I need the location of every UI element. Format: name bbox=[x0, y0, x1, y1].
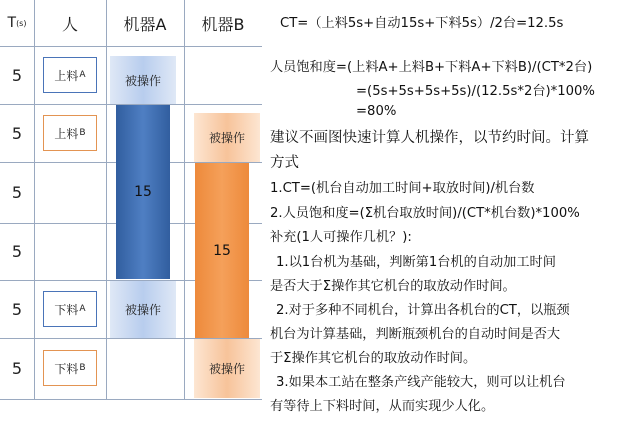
row-time: 5 bbox=[11, 299, 23, 319]
grid-line bbox=[184, 0, 185, 400]
point-line: 于Σ操作其它机台的取放动作时间。 bbox=[270, 351, 477, 366]
grid-line bbox=[34, 0, 35, 400]
machine-a-operated-load: 被操作 bbox=[110, 56, 176, 104]
advice-line: 建议不画图快速计算人机操作，以节约时间。计算 bbox=[270, 130, 589, 146]
method-ct: 1.CT=(机台自动加工时间+取放时间)/机台数 bbox=[270, 181, 535, 196]
grid-line bbox=[106, 0, 107, 400]
machine-a-auto-bar: 15 bbox=[116, 105, 170, 279]
load-formula-line: 人员饱和度=(上料A+上料B+下料A+下料B)/(CT*2台) bbox=[270, 60, 593, 75]
machine-b-operated-unload: 被操作 bbox=[194, 339, 260, 398]
header-machine-a: 机器A bbox=[123, 14, 167, 34]
load-formula-line: =(5s+5s+5s+5s)/(12.5s*2台)*100% bbox=[356, 84, 595, 99]
header-machine-b: 机器B bbox=[201, 14, 245, 34]
advice-line: 方式 bbox=[270, 155, 299, 171]
point-line: 机台为计算基础，判断瓶颈机台的自动时间是否大 bbox=[270, 327, 561, 342]
load-formula-result: =80% bbox=[356, 104, 397, 119]
explanation-text bbox=[270, 0, 638, 422]
man-machine-chart bbox=[0, 0, 262, 400]
row-time: 5 bbox=[11, 242, 23, 261]
row-time: 5 bbox=[11, 65, 23, 85]
point-line: 有等待上下料时间，从而实现少人化。 bbox=[270, 399, 495, 414]
task-unload-b: 下料 B bbox=[43, 350, 97, 386]
task-load-a: 上料 A bbox=[43, 57, 97, 93]
row-time: 5 bbox=[11, 359, 23, 378]
header-time: T (s) bbox=[7, 15, 27, 31]
machine-a-operated-unload: 被操作 bbox=[110, 281, 176, 338]
point-line: 3.如果本工站在整条产线产能较大，则可以让机台 bbox=[276, 375, 566, 390]
grid-line bbox=[0, 46, 262, 47]
header-person: 人 bbox=[61, 14, 78, 34]
ct-formula: CT=（上料5s+自动15s+下料5s）/2台=12.5s bbox=[280, 16, 564, 31]
point-line: 2.对于多种不同机台，计算出各机台的CT，以瓶颈 bbox=[276, 303, 570, 318]
grid-line bbox=[0, 399, 262, 400]
row-time: 5 bbox=[11, 123, 23, 143]
row-time: 5 bbox=[11, 183, 23, 202]
supplement-heading: 补充(1人可操作几机？): bbox=[270, 230, 412, 245]
method-load: 2.人员饱和度=(Σ机台取放时间)/(CT*机台数)*100% bbox=[270, 206, 580, 221]
task-unload-a: 下料 A bbox=[43, 291, 97, 327]
point-line: 是否大于Σ操作其它机台的取放动作时间。 bbox=[270, 279, 516, 294]
machine-b-operated-load: 被操作 bbox=[194, 113, 260, 162]
machine-b-auto-bar: 15 bbox=[195, 163, 249, 338]
point-line: 1.以1台机为基础，判断第1台机的自动加工时间 bbox=[276, 255, 556, 270]
task-load-b: 上料 B bbox=[43, 115, 97, 151]
